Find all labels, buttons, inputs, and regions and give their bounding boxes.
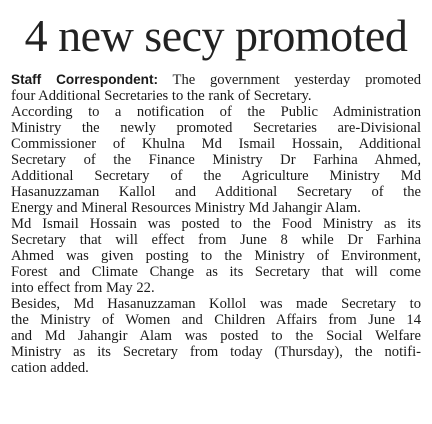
body-line: Md Ismail Hossain was posted to the Food Ministry as its bbox=[11, 216, 421, 232]
body-line: Secretary of the Finance Ministry Dr Farhina Ahmed, bbox=[11, 152, 421, 168]
body-line: Ministry the newly promoted Secretaries are-Divisional bbox=[11, 120, 421, 136]
body-line: cation added. bbox=[11, 360, 89, 376]
body-line: and Md Jahangir Alam was posted to the Social Welfare bbox=[11, 328, 421, 344]
byline: Staff Correspondent: bbox=[11, 72, 159, 87]
headline: 4 new secy promoted bbox=[24, 10, 408, 61]
body-line: Besides, Md Hasanuzzaman Kollol was made Secretary to bbox=[11, 296, 421, 312]
body-line: Additional Secretary of the Agriculture Ministry Md bbox=[11, 168, 421, 184]
body-line: Forest and Climate Change as its Secretary that will come bbox=[11, 264, 421, 280]
body-line: Commissioner of Khulna Md Ismail Hossain, Additional bbox=[11, 136, 421, 152]
body-line: four Additional Secretaries to the rank of Secretary. bbox=[11, 88, 312, 104]
body-line-text: The government yesterday promoted bbox=[158, 72, 422, 88]
body-line: Energy and Mineral Resources Ministry Md Jahangir Alam. bbox=[11, 200, 361, 216]
body-line: Ministry as its Secretary from today (Thursday), the notifi- bbox=[11, 344, 421, 360]
body-line: Hasanuzzaman Kallol and Additional Secretary of the bbox=[11, 184, 421, 200]
body-line: the Ministry of Women and Children Affairs from June 14 bbox=[11, 312, 421, 328]
article-body bbox=[11, 72, 421, 376]
body-line: into effect from May 22. bbox=[11, 280, 155, 296]
body-line: Secretary that will effect from June 8 while Dr Farhina bbox=[11, 232, 421, 248]
body-line: According to a notification of the Public Administration bbox=[11, 104, 421, 120]
body-line bbox=[11, 72, 421, 88]
body-line: Ahmed was given posting to the Ministry of Environment, bbox=[11, 248, 421, 264]
